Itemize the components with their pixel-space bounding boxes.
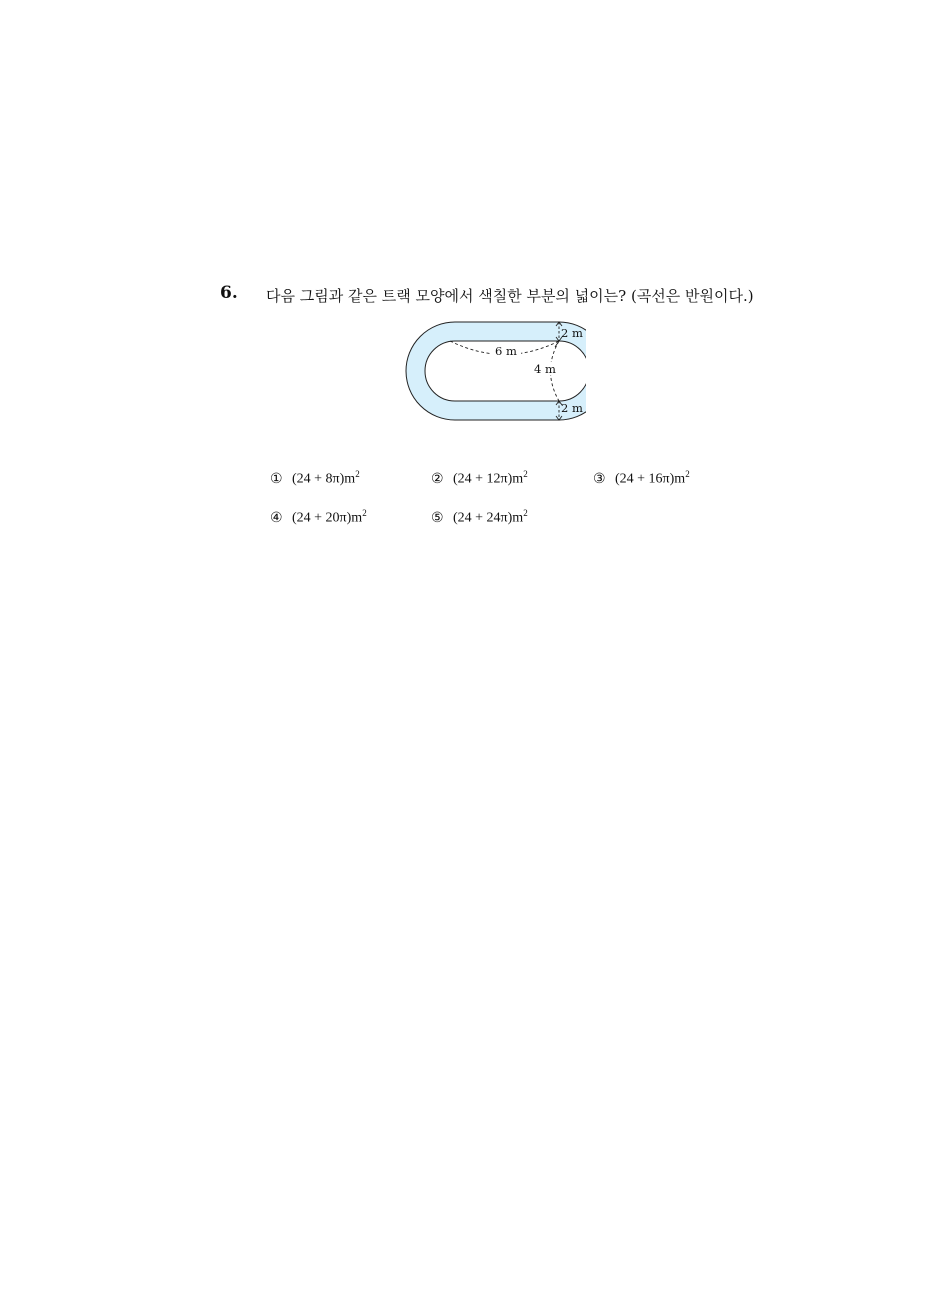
choice-5[interactable] <box>431 508 528 527</box>
track-figure <box>400 316 586 424</box>
choice-4-exponent: 2 <box>362 508 367 518</box>
choice-3-marker: ③ <box>593 471 606 487</box>
choice-1[interactable] <box>270 469 360 488</box>
choice-2-text: (24 + 12π)m <box>453 471 524 487</box>
choice-4-marker: ④ <box>270 510 283 526</box>
choice-5-exponent: 2 <box>523 508 528 518</box>
choice-4-text: (24 + 20π)m <box>292 510 363 526</box>
choice-3[interactable] <box>593 469 690 488</box>
choice-1-exponent: 2 <box>355 469 360 479</box>
choice-1-text: (24 + 8π)m <box>292 471 356 487</box>
choice-4[interactable] <box>270 508 367 527</box>
choice-1-marker: ① <box>270 471 283 487</box>
question-number: 6. <box>220 283 238 303</box>
question-text: 다음 그림과 같은 트랙 모양에서 색칠한 부분의 넓이는? (곡선은 반원이다.) <box>266 287 754 305</box>
straight-length-label: 6 m <box>495 344 517 358</box>
top-width-label: 2 m <box>561 326 583 340</box>
track-diagram <box>400 316 586 424</box>
bottom-width-label: 2 m <box>561 401 583 415</box>
choice-5-marker: ⑤ <box>431 510 444 526</box>
inner-diameter-label: 4 m <box>534 362 556 376</box>
choice-3-exponent: 2 <box>685 469 690 479</box>
choice-3-text: (24 + 16π)m <box>615 471 686 487</box>
choice-2[interactable] <box>431 469 528 488</box>
choice-2-marker: ② <box>431 471 444 487</box>
choice-2-exponent: 2 <box>523 469 528 479</box>
choice-5-text: (24 + 24π)m <box>453 510 524 526</box>
